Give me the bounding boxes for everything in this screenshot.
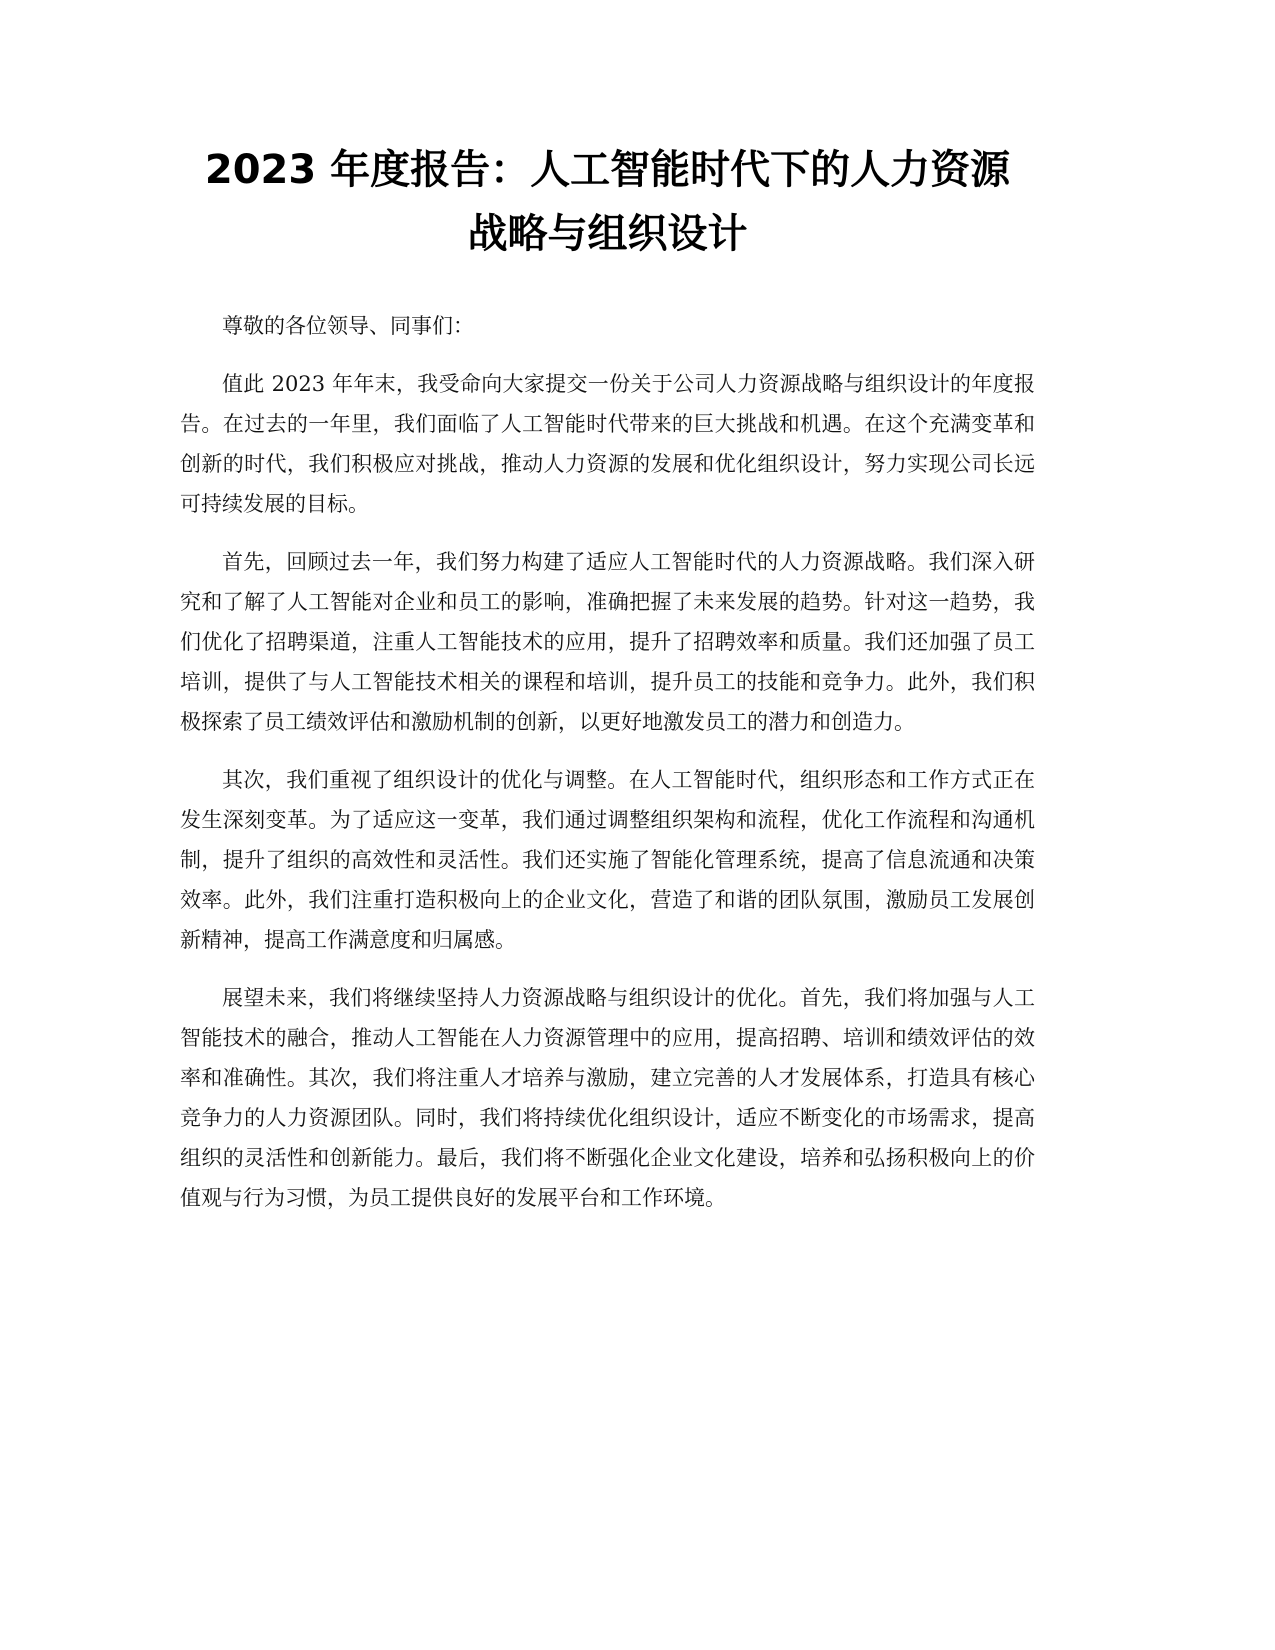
paragraph-outlook: 展望未来，我们将继续坚持人力资源战略与组织设计的优化。首先，我们将加强与人工智能技术的融合，推动人工智能在人力资源管理中的应用，提高招聘、培训和绩效评估的效率和准确性。其次，我们将注重人才培养与激励，建立完善的人才发展体系，打造具有核心竞争力的人力资源团队。同时，我们将持续优化组织设计，适应不断变化的市场需求，提高组织的灵活性和创新能力。最后，我们将不断强化企业文化建设，培养和弘扬积极向上的价值观与行为习惯，为员工提供良好的发展平台和工作环境。 — [180, 986, 1035, 1210]
title-line-2: 战略与组织设计 — [467, 211, 748, 257]
document-title — [180, 138, 1035, 266]
paragraph-intro: 值此 2023 年年末，我受命向大家提交一份关于公司人力资源战略与组织设计的年度报告。在过去的一年里，我们面临了人工智能时代带来的巨大挑战和机遇。在这个充满变革和创新的时代，我们积极应对挑战，推动人力资源的发展和优化组织设计，努力实现公司长远可持续发展的目标。 — [180, 372, 1035, 516]
document-body — [180, 138, 1035, 1218]
paragraph-org-design-review: 其次，我们重视了组织设计的优化与调整。在人工智能时代，组织形态和工作方式正在发生深刻变革。为了适应这一变革，我们通过调整组织架构和流程，优化工作流程和沟通机制，提升了组织的高效性和灵活性。我们还实施了智能化管理系统，提高了信息流通和决策效率。此外，我们注重打造积极向上的企业文化，营造了和谐的团队氛围，激励员工发展创新精神，提高工作满意度和归属感。 — [180, 768, 1035, 952]
paragraph-hr-strategy-review: 首先，回顾过去一年，我们努力构建了适应人工智能时代的人力资源战略。我们深入研究和了解了人工智能对企业和员工的影响，准确把握了未来发展的趋势。针对这一趋势，我们优化了招聘渠道，注重人工智能技术的应用，提升了招聘效率和质量。我们还加强了员工培训，提供了与人工智能技术相关的课程和培训，提升员工的技能和竞争力。此外，我们积极探索了员工绩效评估和激励机制的创新，以更好地激发员工的潜力和创造力。 — [180, 550, 1035, 734]
title-line-1: 2023 年度报告：人工智能时代下的人力资源 — [204, 147, 1011, 193]
salutation: 尊敬的各位领导、同事们： — [222, 314, 474, 338]
